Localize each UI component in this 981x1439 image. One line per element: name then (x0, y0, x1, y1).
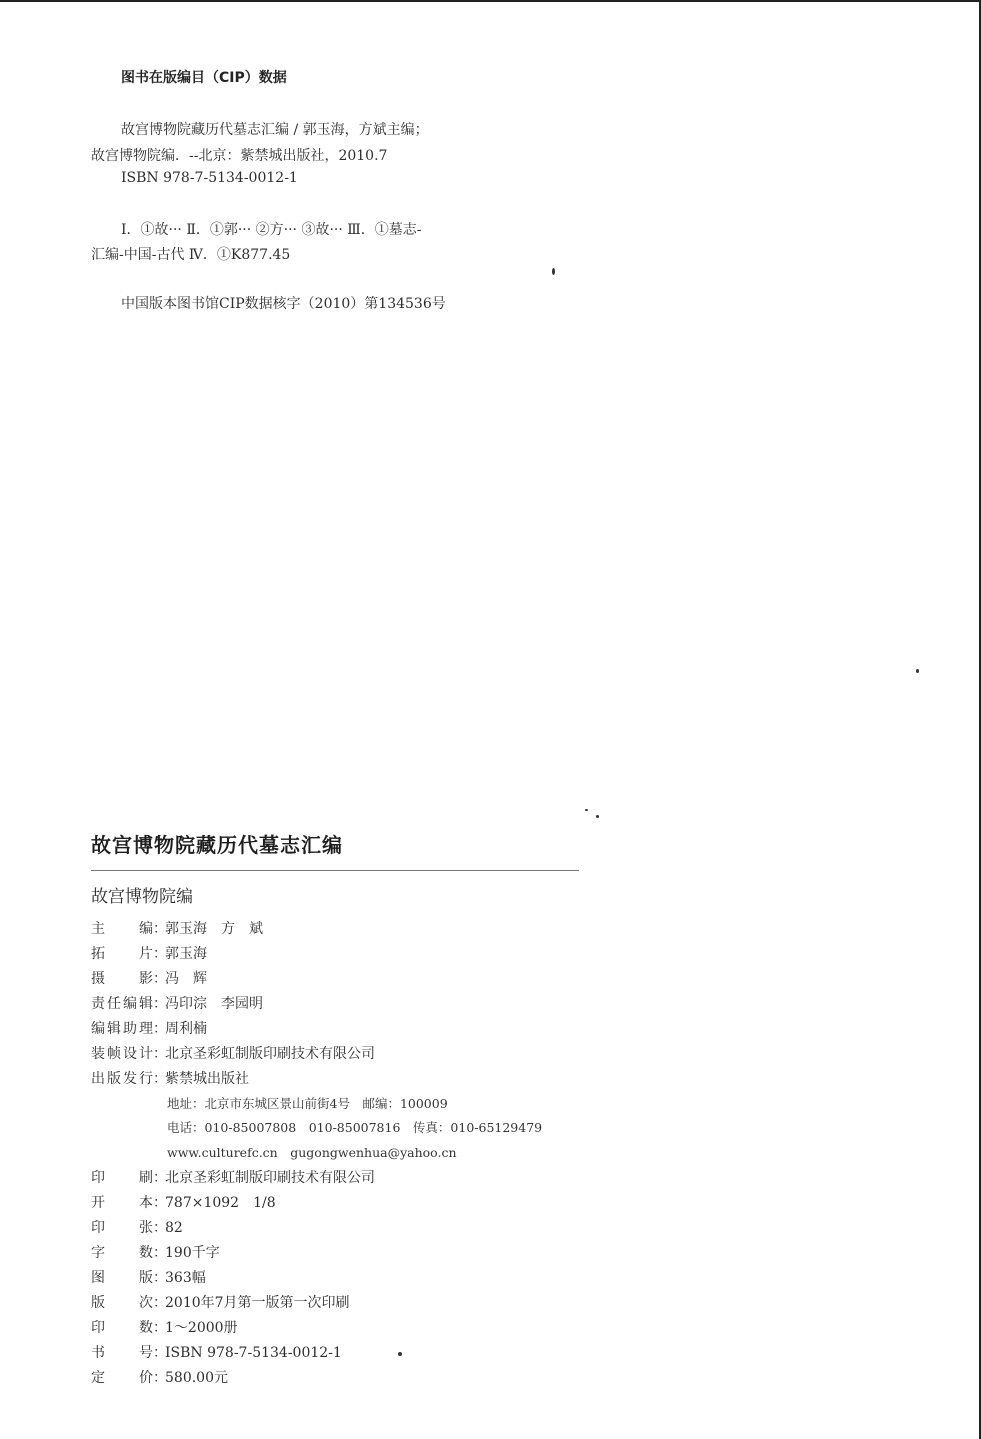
cip-isbn-line: ISBN 978-7-5134-0012-1 (121, 170, 298, 186)
page-top-edge (0, 0, 981, 2)
colophon-row-editorial-assistant: 编辑助理：周利楠 (91, 1018, 207, 1038)
cip-line-2: 故宫博物院编．--北京：紫禁城出版社，2010.7 (91, 148, 388, 164)
cip-classification-line-2: 汇编-中国-古代 Ⅳ．①K877.45 (91, 247, 291, 263)
cip-line-1: 故宫博物院藏历代墓志汇编 / 郭玉海，方斌主编； (121, 122, 429, 138)
colophon-row-sheets: 印 张：82 (91, 1217, 183, 1237)
scan-speck (398, 1352, 402, 1356)
row-value: 郭玉海 (165, 946, 207, 962)
row-value: 787×1092 1/8 (165, 1195, 276, 1211)
row-value: 冯印淙 李园明 (165, 996, 263, 1012)
scan-speck (552, 268, 555, 275)
row-label: 书 号 (91, 1345, 153, 1361)
row-label: 开 本 (91, 1195, 153, 1211)
row-value: 周利楠 (165, 1021, 207, 1037)
colophon-row-isbn: 书 号：ISBN 978-7-5134-0012-1 (91, 1342, 342, 1362)
row-label: 字 数 (91, 1245, 153, 1261)
row-label: 印 数 (91, 1320, 153, 1336)
colophon-row-photography: 摄 影：冯 辉 (91, 968, 207, 988)
row-value: 363幅 (165, 1270, 206, 1286)
row-label: 图 版 (91, 1270, 153, 1286)
scan-speck (916, 669, 919, 673)
row-value: 北京圣彩虹制版印刷技术有限公司 (165, 1170, 375, 1186)
colophon-row-plates: 图 版：363幅 (91, 1267, 206, 1287)
row-value: 冯 辉 (165, 971, 207, 987)
publisher-phone: 电话：010-85007808 010-85007816 传真：010-65129479 (167, 1120, 543, 1135)
row-label: 责任编辑 (91, 996, 153, 1012)
row-label: 出版发行 (91, 1071, 153, 1087)
title-divider (91, 870, 579, 871)
publisher-address: 地址：北京市东城区景山前街4号 邮编：100009 (167, 1096, 448, 1111)
compiler-line: 故宫博物院编 (91, 887, 193, 907)
colophon-row-chief-editor: 主 编：郭玉海 方 斌 (91, 918, 263, 938)
cip-heading: 图书在版编目（CIP）数据 (121, 70, 287, 86)
row-label: 版 次 (91, 1295, 153, 1311)
colophon-row-rubbings: 拓 片：郭玉海 (91, 943, 207, 963)
row-label: 定 价 (91, 1370, 153, 1386)
row-value: 190千字 (165, 1245, 220, 1261)
row-label: 装帧设计 (91, 1046, 153, 1062)
row-value: 1～2000册 (165, 1320, 238, 1336)
cip-record-number: 中国版本图书馆CIP数据核字（2010）第134536号 (121, 296, 446, 312)
colophon-row-price: 定 价：580.00元 (91, 1367, 228, 1387)
row-value: 2010年7月第一版第一次印刷 (165, 1295, 350, 1311)
row-label: 印 张 (91, 1220, 153, 1236)
row-value: 郭玉海 方 斌 (165, 921, 263, 937)
row-value: ISBN 978-7-5134-0012-1 (165, 1345, 342, 1361)
row-label: 拓 片 (91, 946, 153, 962)
scan-speck (596, 815, 599, 818)
cip-classification-line-1: Ⅰ．①故··· Ⅱ．①郭··· ②方··· ③故··· Ⅲ．①墓志- (121, 222, 422, 238)
row-value: 北京圣彩虹制版印刷技术有限公司 (165, 1046, 375, 1062)
publisher-web: www.culturefc.cn gugongwenhua@yahoo.cn (167, 1145, 457, 1160)
colophon-row-print-run: 印 数：1～2000册 (91, 1317, 238, 1337)
colophon-row-publisher: 出版发行：紫禁城出版社 (91, 1068, 249, 1088)
row-label: 摄 影 (91, 971, 153, 987)
row-value: 82 (165, 1220, 183, 1236)
row-label: 编辑助理 (91, 1021, 153, 1037)
row-label: 印 刷 (91, 1170, 153, 1186)
scan-speck (585, 809, 588, 811)
book-title: 故宫博物院藏历代墓志汇编 (91, 833, 343, 857)
colophon-row-word-count: 字 数：190千字 (91, 1242, 220, 1262)
colophon-row-edition: 版 次：2010年7月第一版第一次印刷 (91, 1292, 350, 1312)
row-label: 主 编 (91, 921, 153, 937)
colophon-row-design: 装帧设计：北京圣彩虹制版印刷技术有限公司 (91, 1043, 375, 1063)
colophon-row-format: 开 本：787×1092 1/8 (91, 1192, 276, 1212)
colophon-row-responsible-editor: 责任编辑：冯印淙 李园明 (91, 993, 263, 1013)
colophon-row-printing: 印 刷：北京圣彩虹制版印刷技术有限公司 (91, 1167, 375, 1187)
row-value: 580.00元 (165, 1370, 228, 1386)
row-value: 紫禁城出版社 (165, 1071, 249, 1087)
